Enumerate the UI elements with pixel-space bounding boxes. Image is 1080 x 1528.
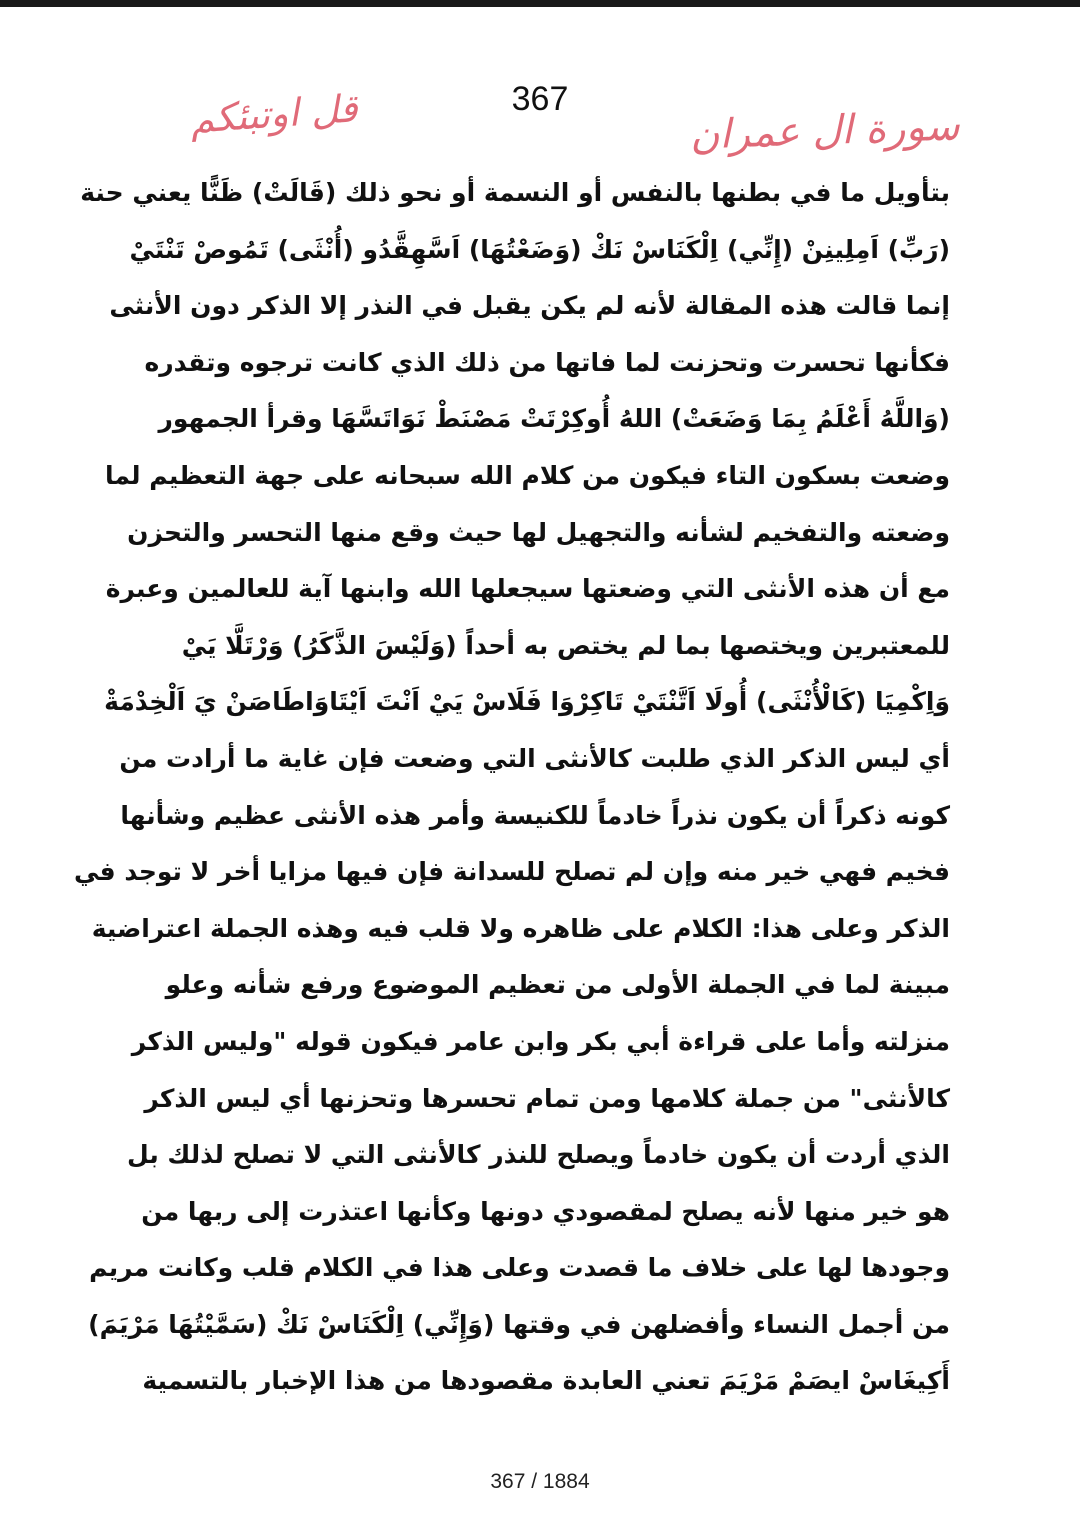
handwritten-surah-name: سورة ال عمران [689, 103, 961, 159]
text-line-16: منزلته وأما على قراءة أبي بكر وابن عامر فيكون قوله "وليس الذكر [131, 1026, 950, 1056]
text-line-6: وضعت بسكون التاء فيكون من كلام الله سبحانه على جهة التعظيم لما [105, 460, 950, 490]
page-body [74, 165, 950, 1410]
text-line-8: مع أن هذه الأنثى التي وضعتها سيجعلها الله وابنها آية للعالمين وعبرة [105, 574, 950, 604]
text-line-4: فكأنها تحسرت وتحزنت لما فاتها من ذلك الذي كانت ترجوه وتقدره [144, 347, 950, 377]
text-line-15: مبينة لما في الجملة الأولى من تعظيم الموضوع ورفع شأنه وعلو [165, 970, 950, 1000]
text-line-14: الذكر وعلى هذا: الكلام على ظاهره ولا قلب فيه وهذه الجملة اعتراضية [91, 913, 950, 943]
text-line-12: كونه ذكراً أن يكون نذراً خادماً للكنيسة وأمر هذه الأنثى عظيم وشأنها [120, 800, 950, 830]
text-line-3: إنما قالت هذه المقالة لأنه لم يكن يقبل في النذر إلا الذكر دون الأنثى [109, 291, 950, 321]
text-line-2: (رَبِّ) اَمِلِينِنْ (إِنِّي) اِلْكَنَاسْ نَكْ (وَضَعْتُهَا) اَسَّهِقَّدُو (أُنْثَى) تَمُوصْ تَنْتَيْ [129, 234, 950, 264]
page-counter: 367 / 1884 [490, 1470, 590, 1493]
top-border [0, 0, 1080, 7]
handwritten-note-left: قل اوتبئكم [188, 86, 360, 142]
text-line-18: الذي أردت أن يكون خادماً ويصلح للنذر كالأنثى التي لا تصلح لذلك بل [127, 1140, 950, 1170]
text-line-5: (وَاللَّهُ أَعْلَمُ بِمَا وَضَعَتْ) اللهُ أُوكِرْتَتْ مَصْنَطْ نَوَاتَسَّهَا وقرأ الجمهور [158, 404, 950, 434]
page-number: 367 [511, 80, 569, 118]
text-line-11: أي ليس الذكر الذي طلبت كالأنثى التي وضعت فإن غاية ما أرادت من [119, 743, 950, 773]
text-line-13: فخيم فهي خير منه وإن لم تصلح للسدانة فإن فيها مزايا أخر لا توجد في [74, 857, 950, 887]
text-line-22: أَكِيغَاسْ ايصَمْ مَرْيَمَ تعني العابدة مقصودها من هذا الإخبار بالتسمية [142, 1366, 950, 1396]
text-line-17: كالأنثى" من جملة كلامها ومن تمام تحسرها وتحزنها أي ليس الذكر [144, 1083, 950, 1113]
text-line-20: وجودها لها على خلاف ما قصدت وعلى هذا في الكلام قلب وكانت مريم [89, 1253, 950, 1283]
text-line-21: من أجمل النساء وأفضلهن في وقتها (وَإِنِّي) اِلْكَنَاسْ نَكْ (سَمَّيْتُهَا مَرْيَمَ) [88, 1309, 950, 1339]
text-line-19: هو خير منها لأنه يصلح لمقصودي دونها وكأنها اعتذرت إلى ربها من [141, 1196, 950, 1226]
text-line-10: وَاِكْمِيَا (كَالْأُنْثَى) أُولَا اَتَّنْتَيْ تَاكِرْوَا فَلَاسْ يَيْ اَنْتَ اَيْتَاوَاطَاصَنْ يَ اَلْخِدْمَةْ [104, 687, 950, 717]
text-line-1: بتأويل ما في بطنها بالنفس أو النسمة أو نحو ذلك (قَالَتْ) ظَنًّا يعني حنة [80, 178, 950, 207]
text-line-9: للمعتبرين ويختصها بما لم يختص به أحداً (وَلَيْسَ الذَّكَرُ) وَرْتَلَّا يَيْ [181, 630, 950, 660]
text-line-7: وضعته والتفخيم لشأنه والتجهيل لها حيث وقع منها التحسر والتحزن [127, 517, 950, 547]
